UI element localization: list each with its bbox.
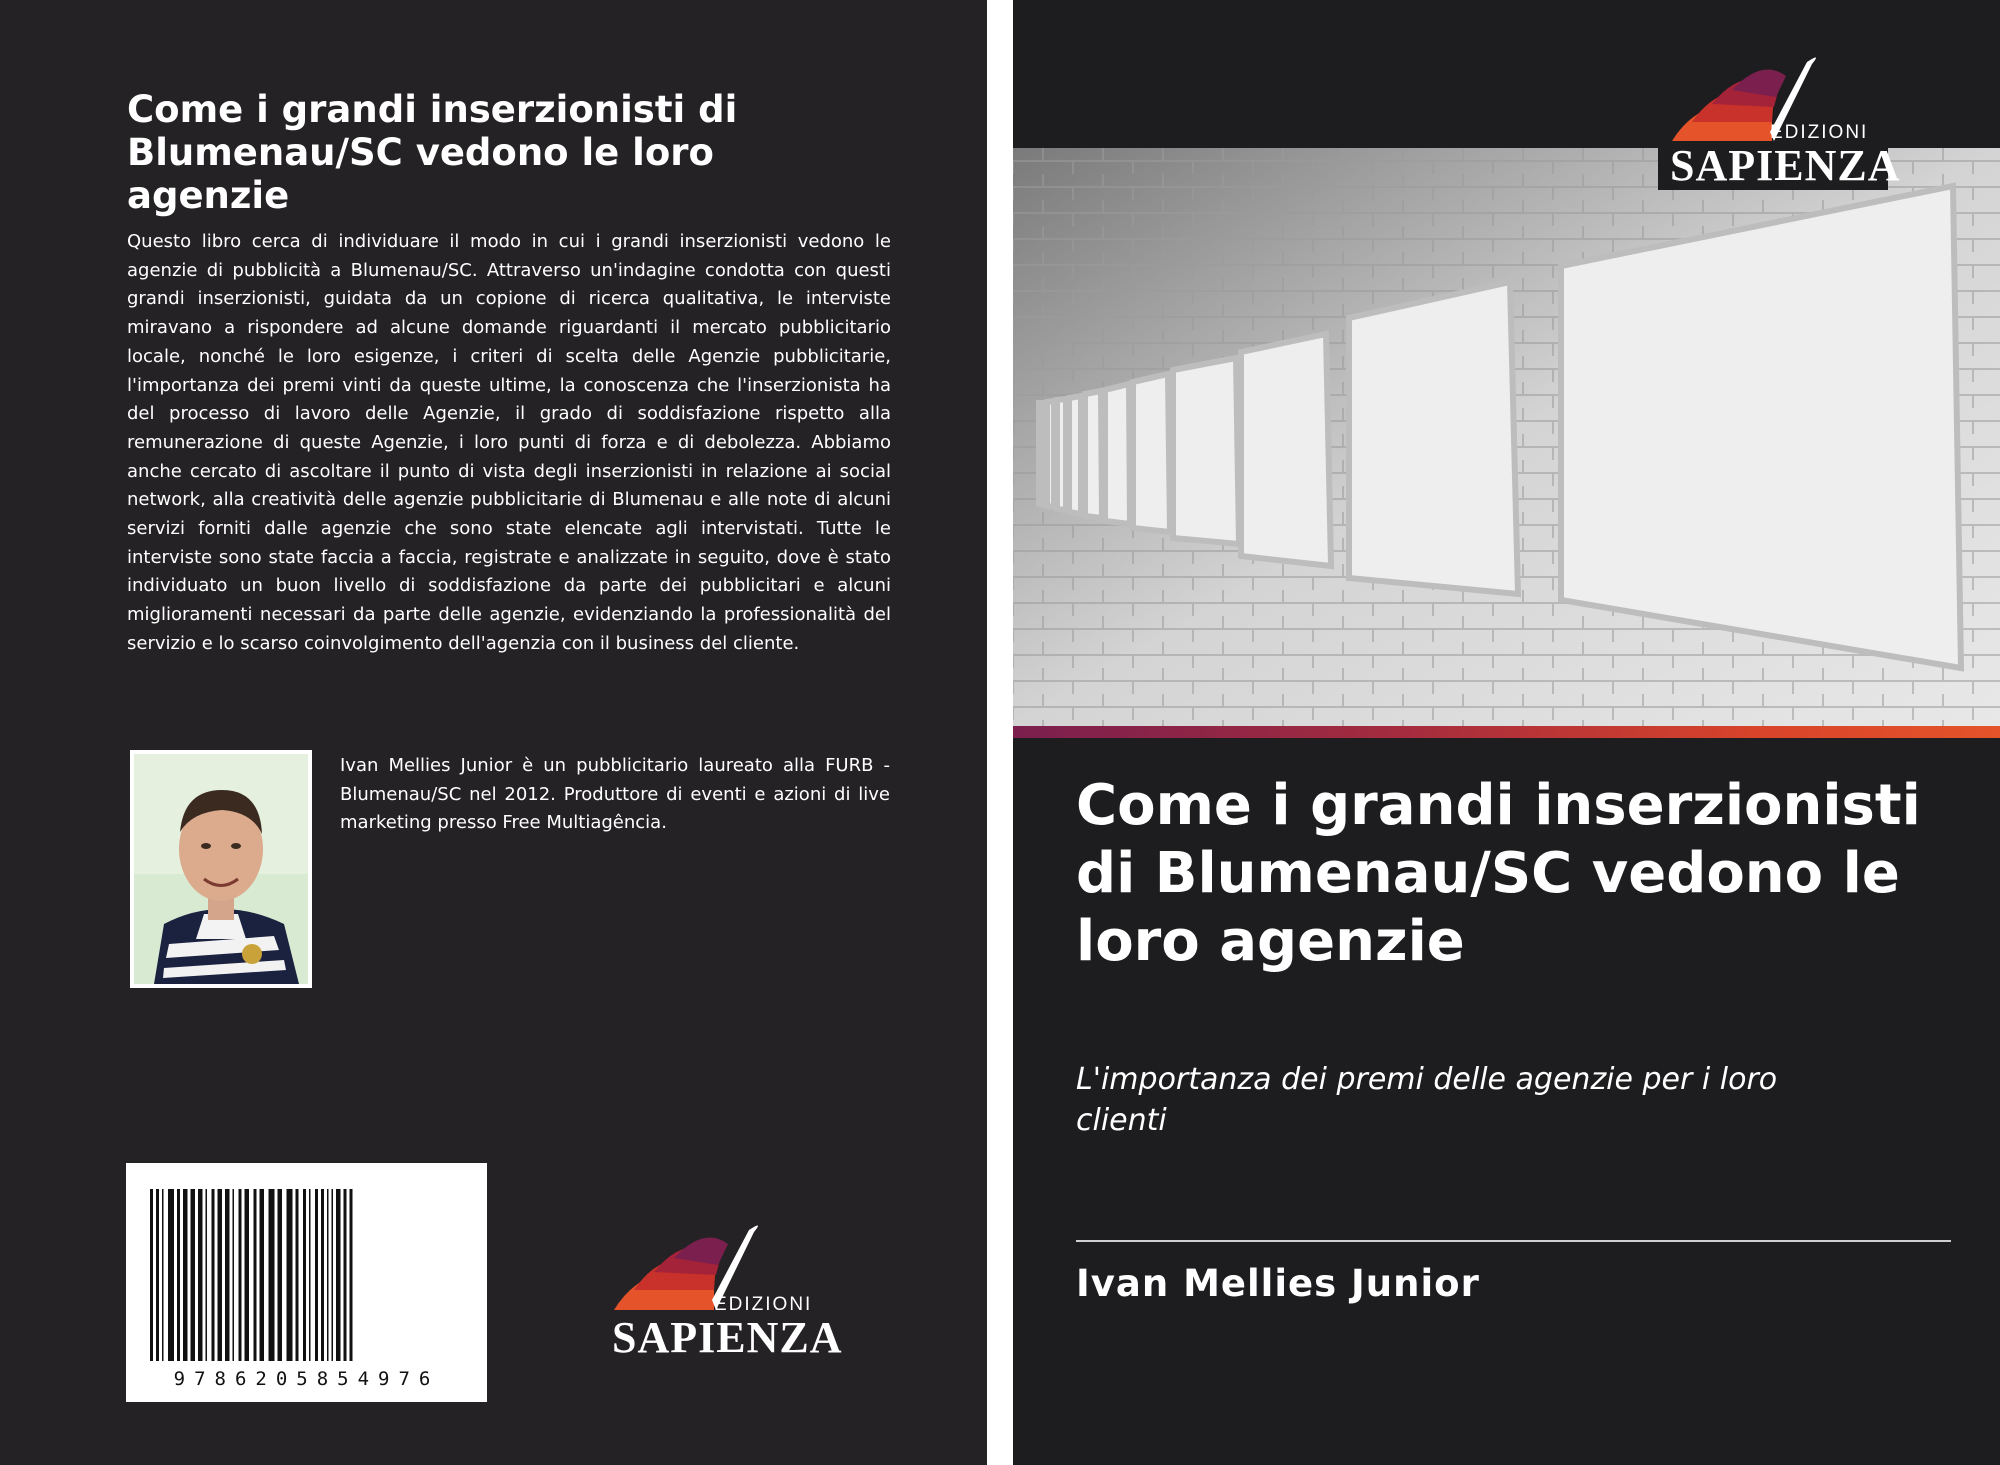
publisher-sapienza-label: SAPIENZA — [1670, 141, 1901, 190]
barcode-bar — [177, 1189, 180, 1361]
barcode-bar — [150, 1189, 153, 1361]
barcode-bar — [191, 1189, 196, 1361]
barcode-bar — [287, 1189, 293, 1361]
author-bio: Ivan Mellies Junior è un pubblicitario laureato alla FURB - Blumenau/SC nel 2012. Produttore di eventi e azioni di live marketing presso Free Multiagência. — [340, 755, 890, 834]
publisher-logo-back — [604, 1220, 843, 1362]
front-cover-subtitle: L'importanza dei premi delle agenzie per i loro clienti — [1076, 1062, 1778, 1138]
barcode-bar — [212, 1189, 215, 1361]
barcode-bar — [245, 1189, 250, 1361]
isbn-number: 9786205854976 — [173, 1368, 440, 1390]
back-cover — [0, 0, 987, 1465]
barcode-bar — [303, 1189, 306, 1361]
publisher-edizioni-label: EDIZIONI — [1770, 122, 1869, 143]
author-photo — [130, 750, 312, 988]
barcode-bar — [225, 1189, 230, 1361]
front-cover — [1013, 0, 2000, 1465]
barcode-bar — [327, 1189, 329, 1361]
barcode-bar — [332, 1189, 334, 1361]
barcode-bar — [239, 1189, 242, 1361]
publisher-sapienza-label: SAPIENZA — [612, 1313, 843, 1362]
divider-line — [1076, 1240, 1951, 1242]
barcode-bar — [183, 1189, 188, 1361]
barcode-bar — [198, 1189, 203, 1361]
front-cover-author: Ivan Mellies Junior — [1076, 1262, 1480, 1305]
barcode-bar — [321, 1189, 324, 1361]
isbn-barcode — [126, 1163, 487, 1402]
back-cover-blurb: Questo libro cerca di individuare il modo in cui i grandi inserzionisti vedono le agenzie di pubblicità a Blumenau/SC. Attraverso un'indagine condotta con questi grandi inserzionisti, guidata da un copione di ricerca qualitativa, le interviste miravano a rispondere ad alcune domande riguardanti il mercato pubblicitario locale, nonché le loro esigenze, i criteri di scelta delle Agenzie pubblicitarie, l'importanza dei premi vinti da queste ultime, la conoscenza che l'inserzionista ha del processo di lavoro delle Agenzie, il grado di soddisfazione rispetto alla remunerazione di queste Agenzie, i loro punti di forza e di debolezza. Abbiamo anche cercato di ascoltare il punto di vista degli inserzionisti in relazione ai social network, alla creatività delle agenzie pubblicitarie di Blumenau e alle note di alcuni servizi forniti dalle agenzie che sono state elencate agli intervistati. Tutte le interviste sono state faccia a faccia, registrate e analizzate in seguito, dove è stato individuato un buon livello di soddisfazione da parte dei pubblicitari e alcuni miglioramenti necessari da parte delle agenzie, evidenziando la professionalità del servizio e lo scarso coinvolgimento dell'agenzia con il business del cliente. — [127, 231, 891, 654]
accent-stripe — [1013, 726, 2000, 738]
barcode-bar — [269, 1189, 275, 1361]
barcode-bar — [254, 1189, 257, 1361]
barcode-bar — [162, 1189, 164, 1361]
barcode-bar — [296, 1189, 299, 1361]
publisher-logo-front — [1658, 56, 1901, 190]
barcode-bar — [336, 1189, 341, 1361]
barcode-bar — [206, 1189, 208, 1361]
barcode-bar — [278, 1189, 283, 1361]
barcode-bar — [156, 1189, 159, 1361]
spine-gap — [987, 0, 1013, 1465]
barcode-bar — [350, 1189, 353, 1361]
barcode-bar — [233, 1189, 235, 1361]
barcode-bar — [344, 1189, 347, 1361]
barcode-bar — [260, 1189, 265, 1361]
gallery-wall-photo — [1013, 148, 2000, 726]
publisher-edizioni-label: EDIZIONI — [714, 1294, 813, 1315]
back-cover-title: Come i grandi inserzionisti di Blumenau/SC vedono le loro agenzie — [127, 88, 738, 217]
front-cover-title: Come i grandi inserzionisti di Blumenau/SC vedono le loro agenzie — [1076, 773, 1921, 974]
barcode-bar — [218, 1189, 223, 1361]
barcode-bar — [309, 1189, 311, 1361]
barcode-bar — [315, 1189, 318, 1361]
barcode-bar — [168, 1189, 174, 1361]
